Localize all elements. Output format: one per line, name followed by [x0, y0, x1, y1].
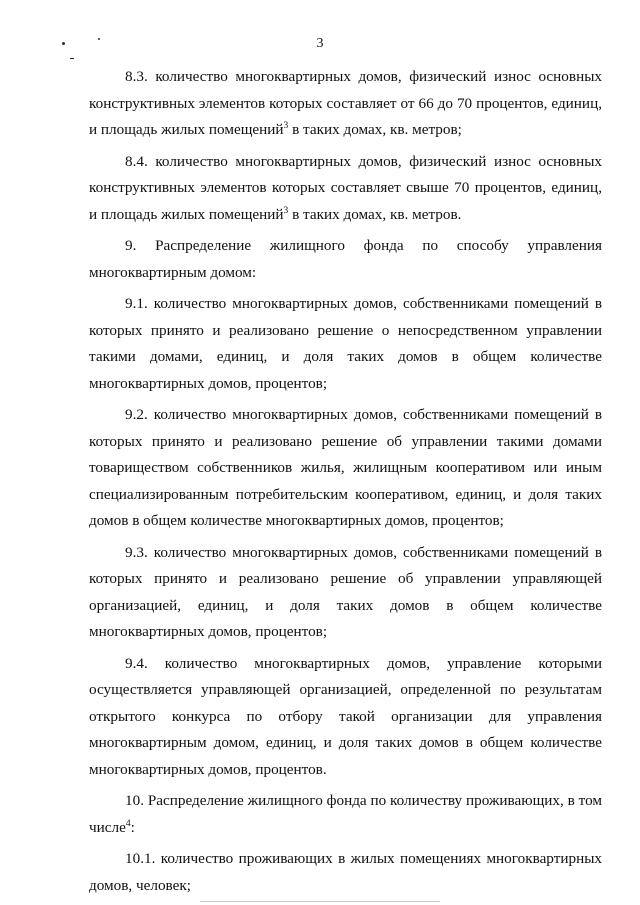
paragraph-text: 9.3. количество многоквартирных домов, собственниками помещений в которых принято и реализовано решение об управлении управляющей организацией, единиц, и доля таких домов в общем количестве многоквартирных домов, процентов; — [89, 543, 602, 640]
footnote-ref: 3 — [283, 121, 289, 131]
paragraph-10 — [89, 788, 602, 841]
paragraph-text: 8.4. количество многоквартирных домов, физический износ основных конструктивных элементов которых составляет свыше 70 процентов, единиц, и площадь жилых помещений — [89, 152, 602, 223]
paragraph-text: 10. Распределение жилищного фонда по количеству проживающих, в том числе — [89, 792, 602, 836]
paragraph-text: 9. Распределение жилищного фонда по способу управления многоквартирным домом: — [89, 237, 602, 281]
footnote-ref: 4 — [125, 818, 131, 829]
paragraph-text: 8.3. количество многоквартирных домов, физический износ основных конструктивных элементов которых составляет от 66 до 70 процентов, единиц, и площадь жилых помещений — [89, 68, 602, 138]
paragraph-8-4 — [89, 149, 602, 229]
paragraph-text-tail: в таких домах, кв. метров. — [288, 205, 462, 223]
document-body — [89, 64, 602, 904]
paragraph-text: 9.4. количество многоквартирных домов, управление которыми осуществляется управляющей организацией, определенной по результатам открытого конкурса по отбору такой организации для управления многоквартирным домом, единиц, и доля таких домов в общем количестве многоквартирных домов, процентов. — [89, 654, 602, 778]
paragraph-9-3 — [89, 540, 602, 646]
page-number: 3 — [316, 36, 324, 51]
paragraph-8-3 — [89, 64, 602, 144]
scan-edge-line — [200, 901, 440, 902]
paragraph-9-4 — [89, 651, 602, 784]
paragraph-9-2 — [89, 402, 602, 535]
paragraph-9 — [89, 233, 602, 286]
paragraph-9-1 — [89, 291, 602, 397]
scan-speck — [70, 58, 74, 59]
paragraph-10-1 — [89, 846, 602, 899]
paragraph-text-tail: в таких домах, кв. метров; — [288, 121, 462, 138]
paragraph-text: 10.1. количество проживающих в жилых помещениях многоквартирных домов, человек; — [89, 850, 602, 894]
paragraph-text: 9.1. количество многоквартирных домов, собственниками помещений в которых принято и реализовано решение о непосредственном управлении такими домами, единиц, и доля таких домов в общем количестве многоквартирных домов, процентов; — [89, 295, 602, 392]
paragraph-text-tail: : — [130, 818, 135, 836]
paragraph-text: 9.2. количество многоквартирных домов, собственниками помещений в которых принято и реализовано решение об управлении такими домами товариществом собственников жилья, жилищным кооперативом или иным специализированным потребительским кооперативом, единиц, и доля таких домов в общем количестве многоквартирных домов, процентов; — [89, 406, 602, 529]
footnote-ref: 3 — [283, 205, 289, 216]
